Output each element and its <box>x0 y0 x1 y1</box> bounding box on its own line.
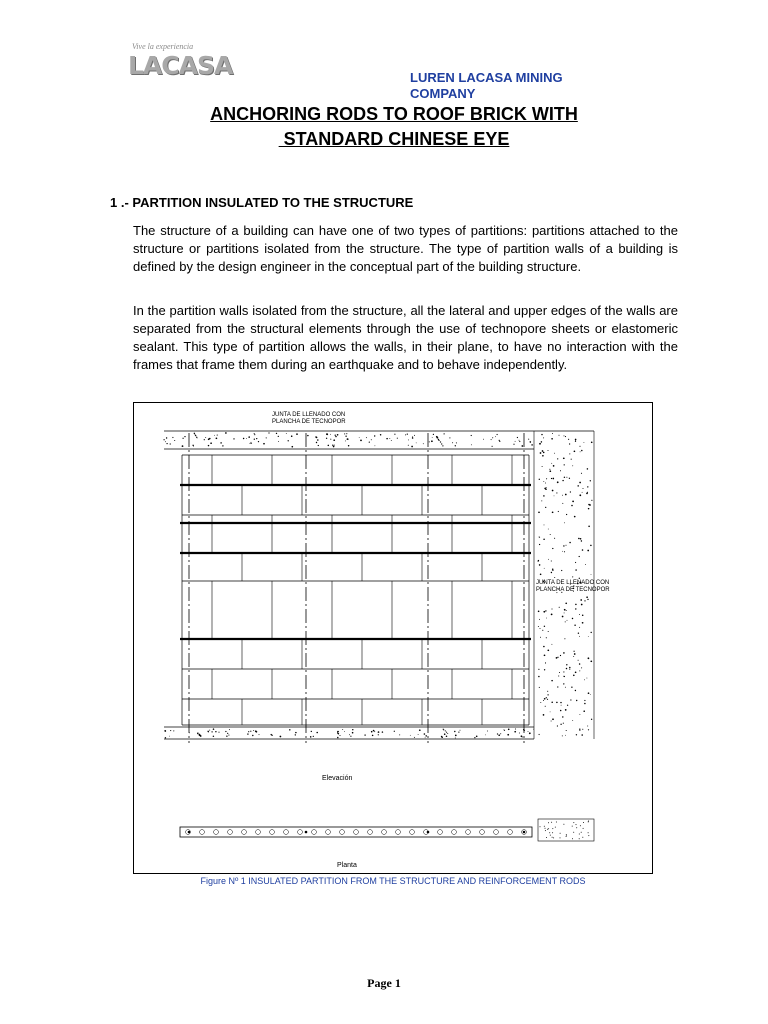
paragraph-1: The structure of a building can have one of two types of partitions: partitions attached to the structure or partitions isolated from the structure. The type of partition walls of a building is defined by the design engineer in the conceptual part of the building structure. <box>133 223 678 274</box>
title-line-2: STANDARD CHINESE EYE <box>278 129 510 149</box>
figure-drawing <box>133 402 653 874</box>
plan-label: Planta <box>337 862 357 869</box>
top-joint-label-2: PLANCHA DE TECNOPOR <box>272 419 346 425</box>
plan-view <box>180 819 594 841</box>
top-joint-label-1: JUNTA DE LLENADO CON <box>272 412 346 418</box>
side-joint-label-1: JUNTA DE LLENADO CON <box>536 580 610 586</box>
section-heading: 1 .- PARTITION INSULATED TO THE STRUCTURE <box>110 195 414 210</box>
company-logo <box>128 42 233 82</box>
company-name: LUREN LACASA MINING COMPANY <box>410 70 563 101</box>
elevation-label: Elevación <box>322 775 353 782</box>
paragraph-2: In the partition walls isolated from the structure, all the lateral and upper edges of the walls are separated from the structural elements through the use of technopore sheets or elastomeric sealant. This type of partition allows the walls, in their plane, to have no interaction with the frames that frame them during an earthquake and to behave independently. <box>133 303 678 372</box>
side-joint-label-2: PLANCHA DE TECNOPOR <box>536 587 610 593</box>
document-title <box>140 102 648 152</box>
wall-elevation-drawing <box>134 403 654 875</box>
figure-caption: Figure Nº 1 INSULATED PARTITION FROM THE STRUCTURE AND REINFORCEMENT RODS <box>200 876 586 886</box>
concrete-stipple <box>163 432 592 738</box>
page-number: Page 1 <box>367 976 401 990</box>
logo-tagline: Vive la experiencia <box>132 42 194 51</box>
brick-courses <box>164 431 594 743</box>
title-line-1: ANCHORING RODS TO ROOF BRICK WITH <box>210 104 578 124</box>
logo-brand: LACASA <box>128 51 233 80</box>
